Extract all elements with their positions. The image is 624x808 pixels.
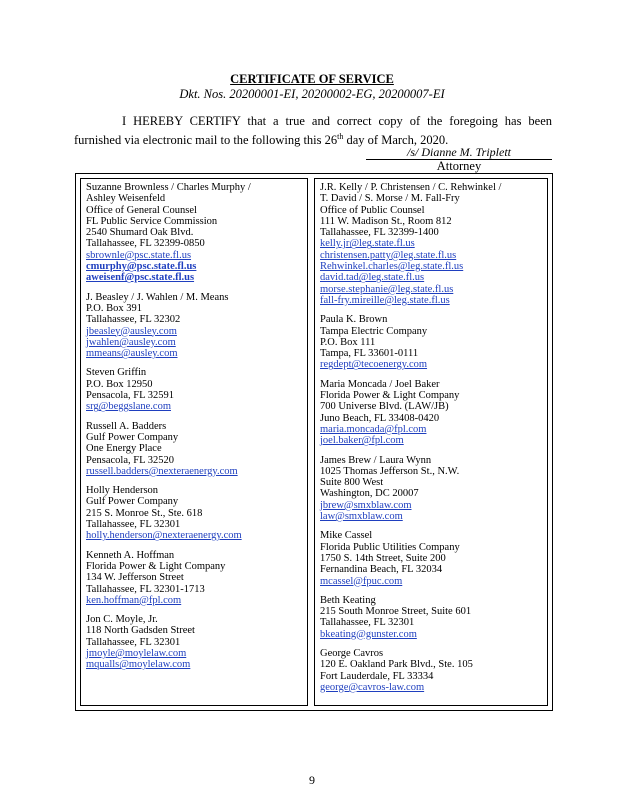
address-line: Tallahassee, FL 32301-1713 xyxy=(86,583,205,595)
address-line: James Brew / Laura Wynn xyxy=(320,454,432,466)
certification-superscript: th xyxy=(337,132,344,141)
address-line: 215 S. Monroe St., Ste. 618 xyxy=(86,507,203,519)
email-link[interactable]: jmoyle@moylelaw.com xyxy=(86,647,187,659)
address-line: Suite 800 West xyxy=(320,477,384,489)
email-link[interactable]: jbeasley@ausley.com xyxy=(86,325,177,337)
address-line: Florida Public Utilities Company xyxy=(320,541,460,553)
address-line: Washington, DC 20007 xyxy=(320,488,419,500)
certificate-title: CERTIFICATE OF SERVICE xyxy=(230,72,394,86)
email-link[interactable]: george@cavros-law.com xyxy=(320,681,425,693)
email-link[interactable]: david.tad@leg.state.fl.us xyxy=(320,272,425,284)
address-line: Fort Lauderdale, FL 33334 xyxy=(320,670,434,682)
email-link[interactable]: fall-fry.mireille@leg.state.fl.us xyxy=(320,294,450,306)
address-line: One Energy Place xyxy=(86,443,162,455)
email-link[interactable]: morse.stephanie@leg.state.fl.us xyxy=(320,283,454,295)
address-line: Mike Cassel xyxy=(320,530,373,542)
email-link[interactable]: regdept@tecoenergy.com xyxy=(320,359,428,371)
address-line: Holly Henderson xyxy=(86,485,159,497)
email-link[interactable]: russell.badders@nexteraenergy.com xyxy=(86,465,238,477)
service-entry xyxy=(86,550,307,606)
address-line: Florida Power & Light Company xyxy=(86,560,226,572)
address-line: Gulf Power Company xyxy=(86,496,179,508)
address-line: Tallahassee, FL 32301 xyxy=(86,636,181,648)
address-line: P.O. Box 391 xyxy=(86,302,143,314)
service-entry xyxy=(86,367,307,412)
address-line: Ashley Weisenfeld xyxy=(86,193,166,205)
address-line: J. Beasley / J. Wahlen / M. Means xyxy=(86,291,229,303)
service-entry xyxy=(320,595,547,640)
docket-numbers: Dkt. Nos. 20200001-EI, 20200002-EG, 20200007-EI xyxy=(179,87,445,101)
address-line: Tallahassee, FL 32301 xyxy=(86,519,181,531)
service-list-left-column xyxy=(80,178,308,706)
email-link[interactable]: mmeans@ausley.com xyxy=(86,348,178,360)
service-entry xyxy=(86,292,307,360)
address-line: 134 W. Jefferson Street xyxy=(86,572,184,584)
address-line: 1750 S. 14th Street, Suite 200 xyxy=(320,552,446,564)
address-line: 215 South Monroe Street, Suite 601 xyxy=(320,606,472,618)
service-entry xyxy=(320,182,547,306)
address-line: Office of General Counsel xyxy=(86,204,197,216)
service-entry xyxy=(320,648,547,693)
address-line: Juno Beach, FL 33408-0420 xyxy=(320,412,440,424)
email-link[interactable]: maria.moncada@fpl.com xyxy=(320,423,427,435)
service-entry xyxy=(86,485,307,541)
service-entry xyxy=(86,614,307,670)
service-list-right-column xyxy=(314,178,548,706)
email-link[interactable]: christensen.patty@leg.state.fl.us xyxy=(320,249,457,261)
service-entry xyxy=(86,182,307,284)
email-link[interactable]: aweisenf@psc.state.fl.us xyxy=(86,272,195,284)
service-list-table xyxy=(75,173,553,711)
address-line: Pensacola, FL 32520 xyxy=(86,454,174,466)
certification-text-end: day of March, 2020. xyxy=(343,133,449,148)
address-line: 1025 Thomas Jefferson St., N.W. xyxy=(320,465,460,477)
signature-role: Attorney xyxy=(436,159,482,173)
address-line: Tallahassee, FL 32301 xyxy=(320,617,415,629)
address-line: Pensacola, FL 32591 xyxy=(86,390,174,402)
address-line: Tallahassee, FL 32302 xyxy=(86,314,181,326)
address-line: Paula K. Brown xyxy=(320,314,388,326)
address-line: Steven Griffin xyxy=(86,367,147,379)
email-link[interactable]: ken.hoffman@fpl.com xyxy=(86,594,182,606)
address-line: 118 North Gadsden Street xyxy=(86,625,195,637)
address-line: Jon C. Moyle, Jr. xyxy=(86,614,158,626)
email-link[interactable]: bkeating@gunster.com xyxy=(320,628,417,640)
address-line: Maria Moncada / Joel Baker xyxy=(320,378,440,390)
email-link[interactable]: joel.baker@fpl.com xyxy=(320,435,404,447)
address-line: George Cavros xyxy=(320,647,384,659)
email-link[interactable]: holly.henderson@nexteraenergy.com xyxy=(86,530,242,542)
email-link[interactable]: srg@beggslane.com xyxy=(86,401,171,413)
email-link[interactable]: mqualls@moylelaw.com xyxy=(86,659,191,671)
address-line: P.O. Box 12950 xyxy=(86,378,153,390)
address-line: Tampa, FL 33601-0111 xyxy=(320,348,419,360)
address-line: Beth Keating xyxy=(320,594,376,606)
service-entry xyxy=(86,421,307,477)
address-line: Tallahassee, FL 32399-0850 xyxy=(86,238,205,250)
address-line: J.R. Kelly / P. Christensen / C. Rehwinkel / xyxy=(320,182,502,193)
address-line: Tallahassee, FL 32399-1400 xyxy=(320,227,439,239)
certification-paragraph xyxy=(74,113,552,148)
email-link[interactable]: law@smxblaw.com xyxy=(320,511,403,523)
address-line: Florida Power & Light Company xyxy=(320,390,460,402)
address-line: Fernandina Beach, FL 32034 xyxy=(320,564,443,576)
address-line: Gulf Power Company xyxy=(86,431,179,443)
email-link[interactable]: Rehwinkel.charles@leg.state.fl.us xyxy=(320,261,464,273)
address-line: Office of Public Counsel xyxy=(320,204,425,216)
address-line: 120 E. Oakland Park Blvd., Ste. 105 xyxy=(320,659,473,671)
address-line: 700 Universe Blvd. (LAW/JB) xyxy=(320,401,449,413)
address-line: 2540 Shumard Oak Blvd. xyxy=(86,227,194,239)
service-entry xyxy=(320,379,547,447)
email-link[interactable]: sbrownle@psc.state.fl.us xyxy=(86,249,192,261)
email-link[interactable]: cmurphy@psc.state.fl.us xyxy=(86,261,197,273)
service-entry xyxy=(320,530,547,586)
service-entry xyxy=(320,455,547,523)
address-line: Tampa Electric Company xyxy=(320,325,428,337)
address-line: FL Public Service Commission xyxy=(86,215,218,227)
service-entry xyxy=(320,314,547,370)
signature-line: /s/ Dianne M. Triplett xyxy=(366,145,552,160)
email-link[interactable]: jwahlen@ausley.com xyxy=(86,336,176,348)
address-line: T. David / S. Morse / M. Fall-Fry xyxy=(320,193,460,205)
address-line: P.O. Box 111 xyxy=(320,336,376,348)
address-line: Suzanne Brownless / Charles Murphy / xyxy=(86,182,251,193)
page-number: 9 xyxy=(309,773,315,787)
certification-text: I HEREBY CERTIFY that a true and correct copy of the foregoing has been furnished via electronic mail to the following this 26 xyxy=(74,114,552,148)
address-line: 111 W. Madison St., Room 812 xyxy=(320,215,452,227)
address-line: Kenneth A. Hoffman xyxy=(86,549,175,561)
email-link[interactable]: jbrew@smxblaw.com xyxy=(320,499,412,511)
address-line: Russell A. Badders xyxy=(86,420,167,432)
email-link[interactable]: kelly.jr@leg.state.fl.us xyxy=(320,238,415,250)
email-link[interactable]: mcassel@fpuc.com xyxy=(320,575,403,587)
